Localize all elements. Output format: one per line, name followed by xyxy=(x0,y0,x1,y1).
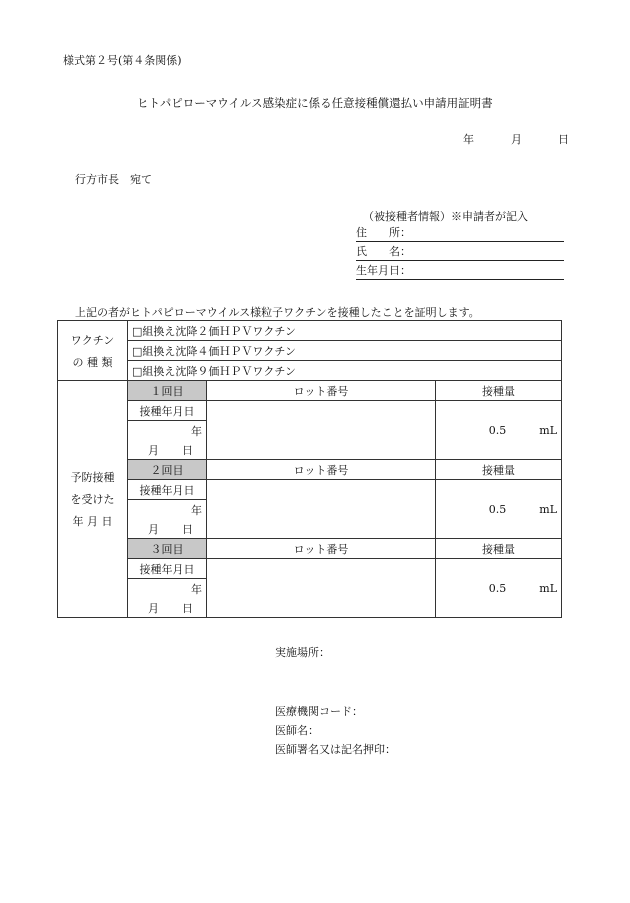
addressee: 行方市長 宛て xyxy=(75,173,152,186)
dob-label: 生年月日： xyxy=(356,264,411,277)
name-field[interactable] xyxy=(356,244,564,261)
dose-3-lot-header: ロット番号 xyxy=(207,539,436,559)
dose-1-ordinal: １回目 xyxy=(128,381,207,401)
vaccine-type-label xyxy=(58,321,128,381)
document-title: ヒトパピローマウイルス感染症に係る任意接種償還払い申請用証明書 xyxy=(137,96,493,110)
vaccine-option-bivalent[interactable]: □組換え沈降２価ＨＰＶワクチン xyxy=(128,321,562,341)
dose-2-month-label: 月 xyxy=(148,522,159,536)
name-label: 氏 名： xyxy=(356,245,411,258)
dose-2-lot-header: ロット番号 xyxy=(207,460,436,480)
dose-1-lot-header: ロット番号 xyxy=(207,381,436,401)
institution-code-label: 医療機関コード： xyxy=(275,705,363,718)
address-field[interactable] xyxy=(356,225,564,242)
dose-1-year-label: 年 xyxy=(191,424,202,438)
certify-statement: 上記の者がヒトパピローマウイルス様粒子ワクチンを接種したことを証明します。 xyxy=(75,306,480,319)
dose-3-amount xyxy=(436,559,562,618)
dose-2-date-year-cell[interactable] xyxy=(128,500,207,520)
dob-field[interactable] xyxy=(356,263,564,280)
vaccine-option-quadrivalent[interactable]: □組換え沈降４価ＨＰＶワクチン xyxy=(128,341,562,361)
dose-3-year-label: 年 xyxy=(191,582,202,596)
dose-2-lot-number-field[interactable] xyxy=(207,480,436,539)
vaccinee-info-heading: （被接種者情報）※申請者が記入 xyxy=(363,210,528,223)
dose-1-lot-number-field[interactable] xyxy=(207,401,436,460)
vaccination-dates-label-line3: 年 月 日 xyxy=(72,515,113,528)
certificate-table xyxy=(57,320,562,618)
vaccine-type-row xyxy=(58,321,562,341)
dose-2-amount-header: 接種量 xyxy=(436,460,562,480)
date-day-label: 日 xyxy=(558,133,569,146)
dose-3-lot-number-field[interactable] xyxy=(207,559,436,618)
dose-2-amount-unit: mL xyxy=(539,502,558,516)
vaccine-type-label-line1: ワクチン xyxy=(70,333,115,347)
dose-2-day-label: 日 xyxy=(182,522,193,536)
location-label: 実施場所： xyxy=(275,646,330,659)
dose-2-amount xyxy=(436,480,562,539)
vaccine-type-label-line2: の 種 類 xyxy=(72,355,113,369)
form-number: 様式第２号(第４条関係) xyxy=(63,54,182,67)
dose-3-amount-value: 0.5 xyxy=(488,581,507,595)
dose-3-date-label: 接種年月日 xyxy=(128,559,207,579)
dose-3-date-monthday-cell[interactable] xyxy=(128,598,207,618)
dose-2-date-monthday-cell[interactable] xyxy=(128,519,207,539)
dose-3-month-label: 月 xyxy=(148,601,159,615)
date-year-label: 年 xyxy=(463,133,474,146)
address-label: 住 所： xyxy=(356,226,411,239)
dose-3-amount-unit: mL xyxy=(539,581,558,595)
vaccination-dates-label xyxy=(58,381,128,618)
dose-1-amount xyxy=(436,401,562,460)
dose-3-amount-header: 接種量 xyxy=(436,539,562,559)
vaccination-dates-label-line1: 予防接種 xyxy=(70,471,115,484)
dose-2-ordinal: ２回目 xyxy=(128,460,207,480)
vaccine-option-nonavalent[interactable]: □組換え沈降９価ＨＰＶワクチン xyxy=(128,361,562,381)
dose-1-date-label: 接種年月日 xyxy=(128,401,207,421)
dose-2-date-label: 接種年月日 xyxy=(128,480,207,500)
dose-1-amount-header: 接種量 xyxy=(436,381,562,401)
doctor-name-label: 医師名： xyxy=(275,724,319,737)
dose-1-amount-value: 0.5 xyxy=(488,423,507,437)
dose-1-month-label: 月 xyxy=(148,443,159,457)
dose-2-year-label: 年 xyxy=(191,503,202,517)
dose-1-date-year-cell[interactable] xyxy=(128,421,207,441)
signature-label: 医師署名又は記名押印： xyxy=(275,743,396,756)
dose-3-day-label: 日 xyxy=(182,601,193,615)
dose-2-amount-value: 0.5 xyxy=(488,502,507,516)
date-month-label: 月 xyxy=(511,133,522,146)
dose-1-day-label: 日 xyxy=(182,443,193,457)
dose-3-ordinal: ３回目 xyxy=(128,539,207,559)
vaccination-dates-label-line2: を受けた xyxy=(70,493,115,506)
dose-3-date-year-cell[interactable] xyxy=(128,579,207,599)
dose-1-date-monthday-cell[interactable] xyxy=(128,440,207,460)
dose-1-amount-unit: mL xyxy=(539,423,558,437)
